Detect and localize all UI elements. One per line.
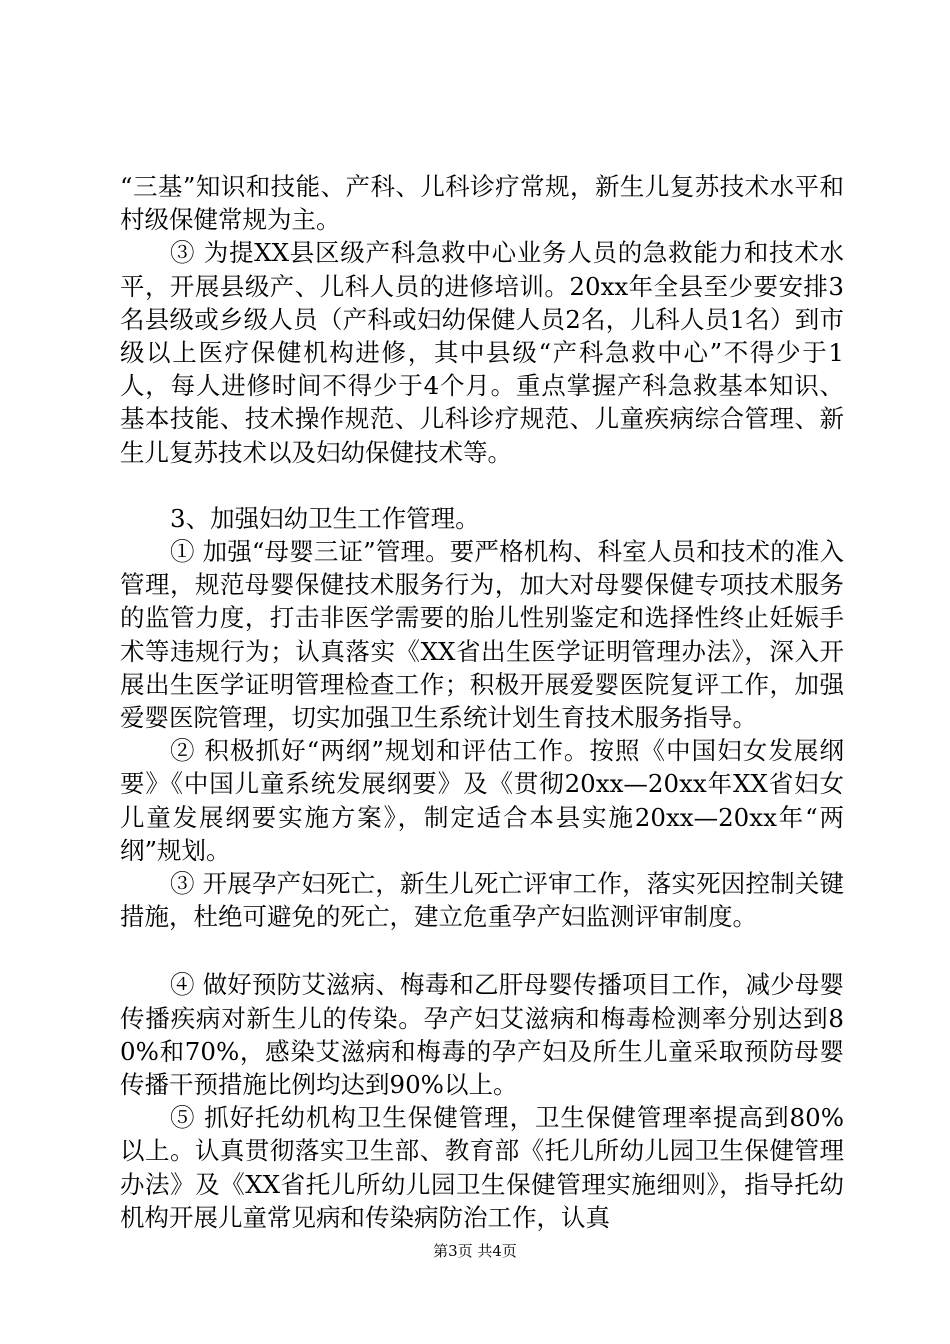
paragraph-3-1: ① 加强“母婴三证”管理。要严格机构、科室人员和技术的准入管理，规范母婴保健技术服务行为，加大对母婴保健专项技术服务的监管力度，打击非医学需要的胎儿性别鉴定和选择性终止妊娠手术等违规行为；认真落实《XX省出生医学证明管理办法》，深入开展出生医学证明管理检查工作；积极开展爱婴医院复评工作，加强爱婴医院管理，切实加强卫生系统计划生育技术服务指导。 — [120, 537, 844, 733]
paragraph-1: “三基”知识和技能、产科、儿科诊疗常规，新生儿复苏技术水平和村级保健常规为主。 — [120, 172, 844, 235]
page-body — [120, 170, 844, 1234]
section-heading-3: 3、加强妇幼卫生工作管理。 — [170, 503, 480, 533]
paragraph-3-3: ③ 开展孕产妇死亡，新生儿死亡评审工作，落实死因控制关键措施，杜绝可避免的死亡，建立危重孕产妇监测评审制度。 — [120, 869, 844, 932]
paragraph-2: ③ 为提XX县区级产科急救中心业务人员的急救能力和技术水平，开展县级产、儿科人员的进修培训。20xx年全县至少要安排3名县级或乡级人员（产科或妇幼保健人员2名，儿科人员1名）到市级以上医疗保健机构进修，其中县级“产科急救中心”不得少于1人，每人进修时间不得少于4个月。重点掌握产科急救基本知识、基本技能、技术操作规范、儿科诊疗规范、儿童疾病综合管理、新生儿复苏技术以及妇幼保健技术等。 — [120, 238, 844, 467]
page-number-footer: 第3页 共4页 — [433, 1242, 517, 1260]
paragraph-3-5: ⑤ 抓好托幼机构卫生保健管理，卫生保健管理率提高到80%以上。认真贯彻落实卫生部、教育部《托儿所幼儿园卫生保健管理办法》及《XX省托儿所幼儿园卫生保健管理实施细则》，指导托幼机构开展儿童常见病和传染病防治工作，认真 — [120, 1103, 844, 1232]
paragraph-3-2: ② 积极抓好“两纲”规划和评估工作。按照《中国妇女发展纲要》《中国儿童系统发展纲要》及《贯彻20xx—20xx年XX省妇女儿童发展纲要实施方案》，制定适合本县实施20xx—20xx年“两纲”规划。 — [120, 736, 844, 865]
paragraph-3-4: ④ 做好预防艾滋病、梅毒和乙肝母婴传播项目工作，减少母婴传播疾病对新生儿的传染。孕产妇艾滋病和梅毒检测率分别达到80%和70%，感染艾滋病和梅毒的孕产妇及所生儿童采取预防母婴传播干预措施比例均达到90%以上。 — [120, 970, 844, 1100]
